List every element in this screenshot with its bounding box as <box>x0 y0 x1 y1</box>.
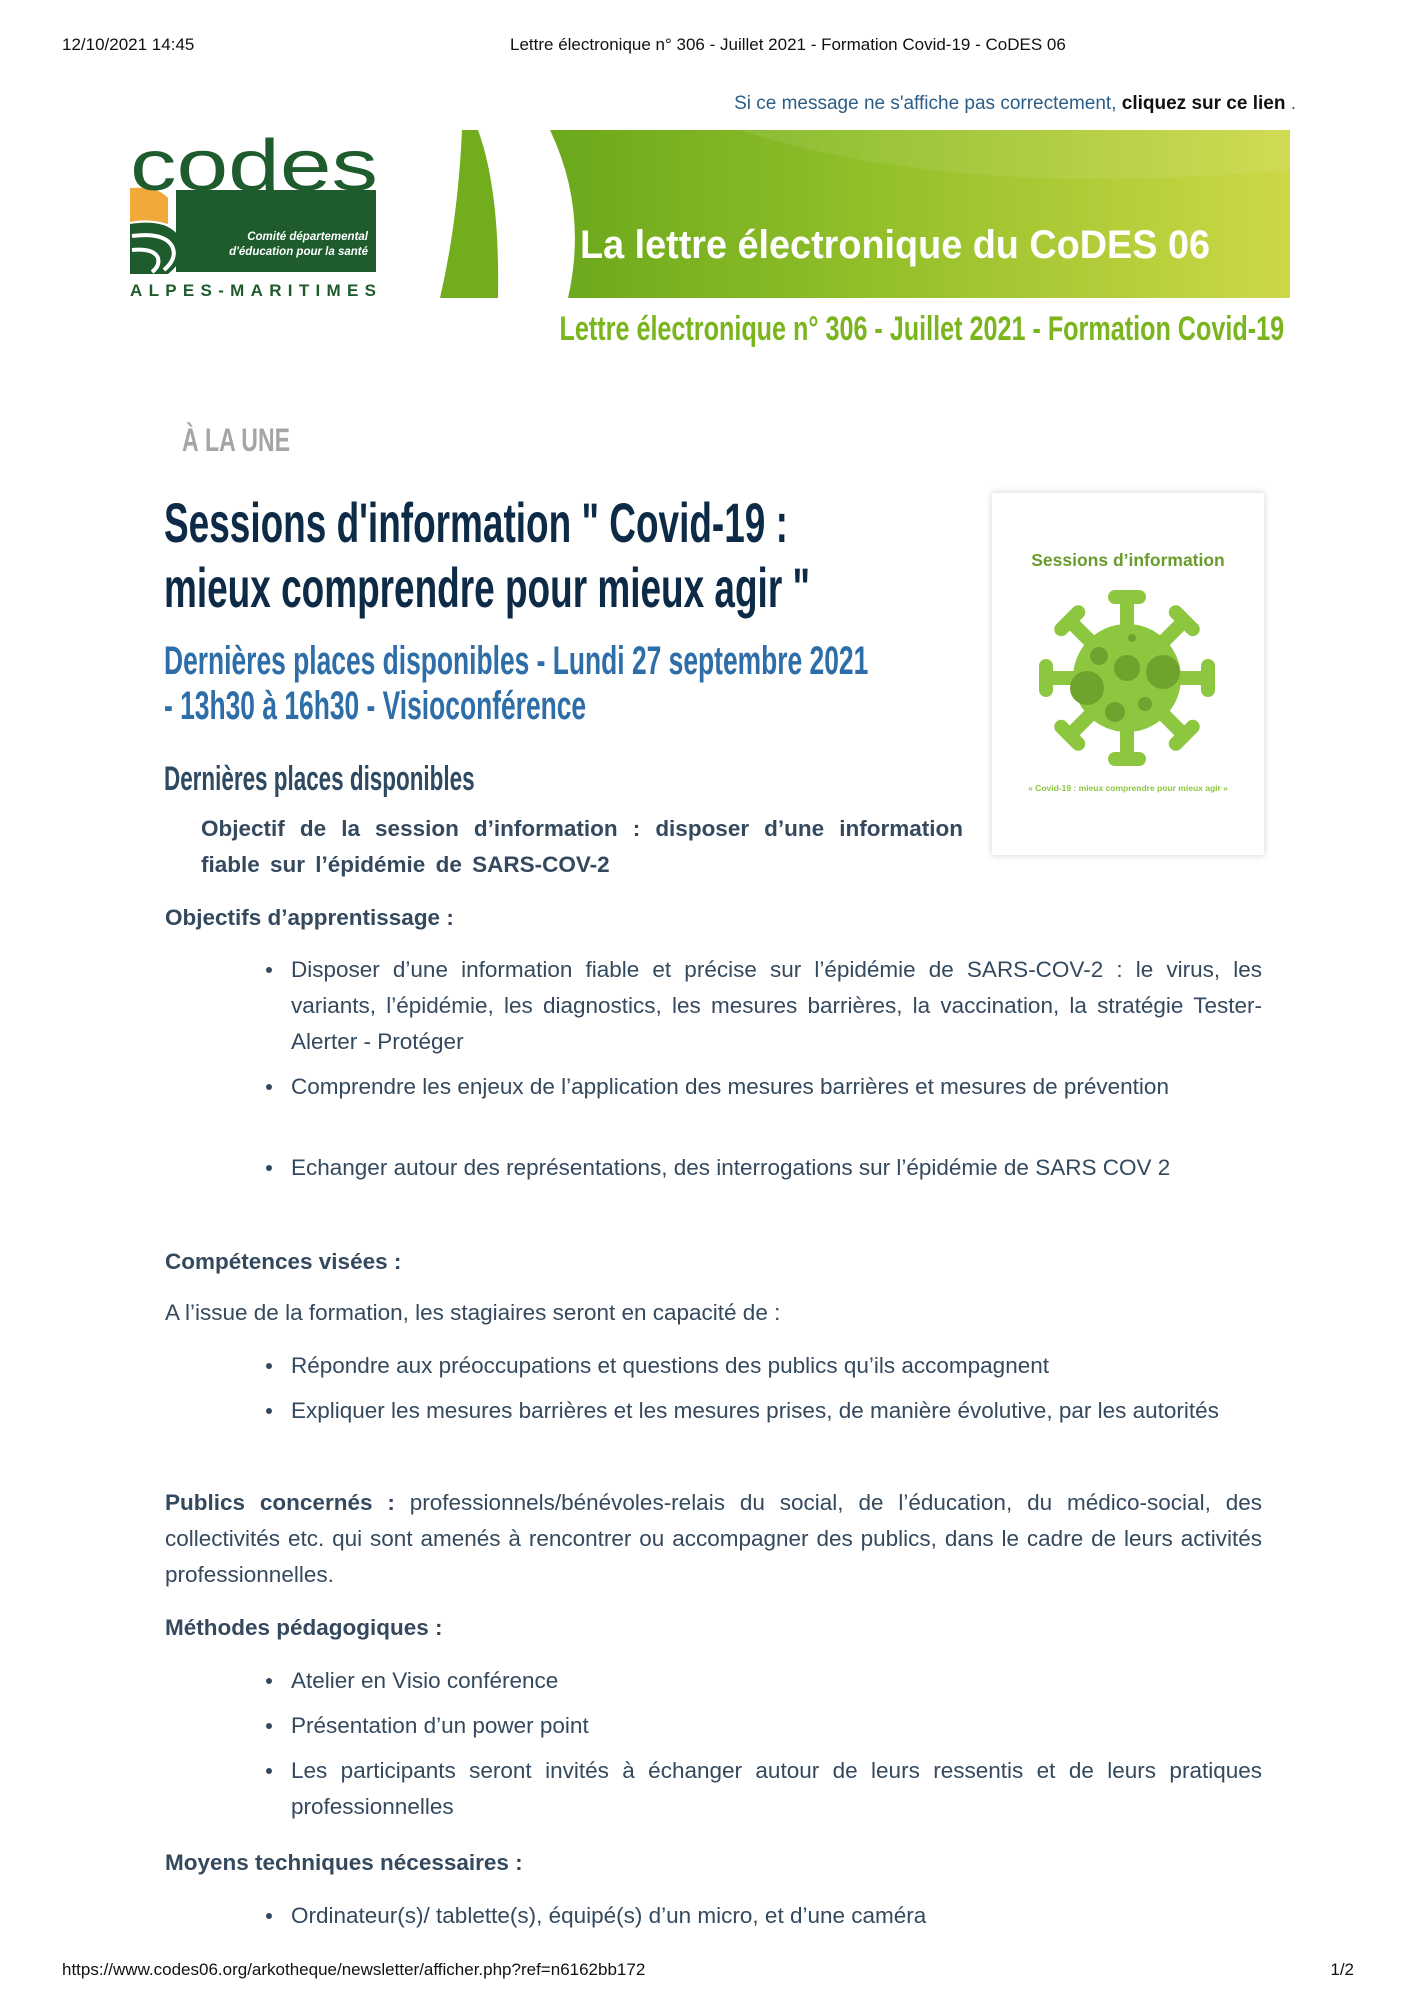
banner-title: La lettre électronique du CoDES 06 <box>580 223 1210 267</box>
list-item-text: Répondre aux préoccupations et questions des publics qu’ils accompagnent <box>291 1353 1049 1378</box>
bullet-icon <box>266 1678 272 1684</box>
bullet-icon <box>266 967 272 973</box>
target-audience-label: Publics concernés : <box>165 1490 395 1515</box>
section-label-text: À LA UNE <box>182 422 290 458</box>
virus-spike <box>1108 728 1146 766</box>
article-title-text: mieux comprendre pour mieux agir " <box>164 556 811 619</box>
virus-spike-cap <box>1108 752 1146 766</box>
means-heading: Moyens techniques nécessaires : <box>165 1850 523 1875</box>
card-title: Sessions d’information <box>1031 550 1225 570</box>
virus-icon <box>1032 588 1222 768</box>
virus-spike <box>1108 590 1146 628</box>
virus-spot <box>1138 697 1152 711</box>
virus-spot <box>1114 655 1140 681</box>
logo-tagline-1: Comité départemental <box>247 231 368 243</box>
session-image-card[interactable] <box>992 493 1264 855</box>
article-subtitle-text: Dernières places disponibles - Lundi 27 septembre 2021 <box>164 639 869 683</box>
places-heading-text: Dernières places disponibles <box>164 760 475 798</box>
list-item-text: Echanger autour des représentations, des interrogations sur l’épidémie de SARS COV 2 <box>291 1155 1171 1180</box>
bullet-icon <box>266 1084 272 1090</box>
virus-spike-cap <box>1201 659 1215 697</box>
list-item-text: Présentation d’un power point <box>291 1713 589 1738</box>
virus-spot <box>1128 634 1136 642</box>
card-caption: « Covid-19 : mieux comprendre pour mieux agir » <box>1028 783 1228 793</box>
virus-spot <box>1090 647 1108 665</box>
print-page-number: 1/2 <box>1330 1960 1354 1979</box>
print-document-title: Lettre électronique n° 306 - Juillet 2021 - Formation Covid-19 - CoDES 06 <box>510 35 1066 54</box>
banner-subtitle-text: Lettre électronique n° 306 - Juillet 2021 - Formation Covid-19 <box>559 310 1284 348</box>
bullet-icon <box>266 1165 272 1171</box>
view-online-suffix: . <box>1285 93 1296 114</box>
newsletter-banner <box>438 130 1290 298</box>
list-item-text: Les participants seront invités à échanger autour de leurs ressentis et de leurs pratiques professionnelles <box>291 1758 1262 1819</box>
bullet-icon <box>266 1723 272 1729</box>
skills-intro: A l’issue de la formation, les stagiaires seront en capacité de : <box>165 1300 781 1325</box>
banner-left-arc <box>440 130 498 298</box>
virus-spike-cap <box>1108 590 1146 604</box>
learning-heading: Objectifs d’apprentissage : <box>165 905 454 930</box>
logo-region: ALPES-MARITIMES <box>130 281 376 300</box>
list-item-text: Atelier en Visio conférence <box>291 1668 559 1693</box>
article-subtitle-line-2 <box>164 683 804 729</box>
skills-heading: Compétences visées : <box>165 1249 402 1274</box>
logo-wordmark: codes <box>130 128 378 206</box>
article-title-text: Sessions d'information " Covid-19 : <box>164 491 788 554</box>
section-label <box>182 422 332 459</box>
bullet-icon <box>266 1408 272 1414</box>
virus-spike-cap <box>1039 659 1053 697</box>
article-title-line-1 <box>164 490 1109 556</box>
view-online-text: Si ce message ne s'affiche pas correctement, <box>734 93 1122 114</box>
virus-spot <box>1070 671 1104 705</box>
virus-spot <box>1105 702 1125 722</box>
list-item-text: Disposer d’une information fiable et précise sur l’épidémie de SARS-COV-2 : le virus, les variants, l’épidémie, les diagnostics, les mesures barrières, la vaccination, la stratégie Tester- Alerter - Protéger <box>291 957 1262 1054</box>
bullet-icon <box>266 1913 272 1919</box>
session-objective: Objectif de la session d’information : disposer d’une information fiable sur l’épidémie de SARS-COV-2 <box>201 816 963 877</box>
list-item-text: Comprendre les enjeux de l’application des mesures barrières et mesures de prévention <box>291 1074 1169 1099</box>
banner-subtitle <box>305 310 1284 349</box>
virus-spike <box>1177 659 1215 697</box>
print-datetime: 12/10/2021 14:45 <box>62 35 195 54</box>
places-heading <box>164 760 635 799</box>
list-item-text: Expliquer les mesures barrières et les mesures prises, de manière évolutive, par les autorités <box>291 1398 1219 1423</box>
bullet-icon <box>266 1768 272 1774</box>
bullet-icon <box>266 1363 272 1369</box>
codes-logo[interactable] <box>128 128 380 304</box>
article-subtitle-text: - 13h30 à 16h30 - Visioconférence <box>164 684 587 728</box>
virus-spot <box>1146 655 1180 689</box>
logo-tagline-2: d'éducation pour la santé <box>229 246 368 258</box>
print-footer-url: https://www.codes06.org/arkotheque/newsletter/afficher.php?ref=n6162bb172 <box>62 1960 646 1979</box>
list-item-text: Ordinateur(s)/ tablette(s), équipé(s) d’un micro, et d’une caméra <box>291 1903 927 1928</box>
target-audience <box>165 1485 1262 1593</box>
view-online-notice <box>734 93 1296 115</box>
view-online-link[interactable]: cliquez sur ce lien <box>1121 93 1286 114</box>
methods-heading: Méthodes pédagogiques : <box>165 1615 443 1640</box>
target-audience-text: professionnels/bénévoles-relais du social, de l’éducation, du médico-social, des collectivités etc. qui sont amenés à rencontrer ou accompagner des publics, dans le cadre de leurs activités professionnelles. <box>165 1490 1262 1587</box>
